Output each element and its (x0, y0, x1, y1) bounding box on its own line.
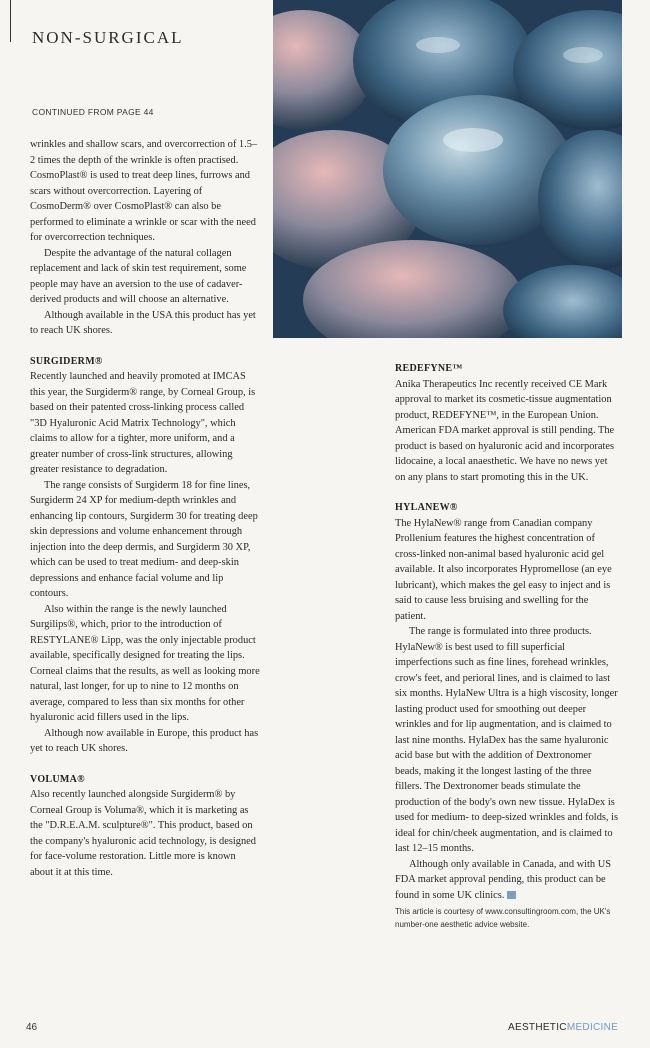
surgiderm-paragraph: Also within the range is the newly launched Surgilips®, which, prior to the introduction of RESTYLANE® Lipp, was the only injectable product available, specifically designed for treating the lips. Corneal claims that the results, as well as looking more natural, last longer, for up to nine to 12 months on average, compared to less than six months for other hyaluronic acid fillers used in the lips. (30, 603, 260, 723)
intro-paragraph: Although available in the USA this product has yet to reach UK shores. (30, 309, 256, 336)
intro-paragraph: Despite the advantage of the natural collagen replacement and lack of skin test requirement, some people may have an aversion to the use of cadaver-derived products and will choose an alternative. (30, 247, 247, 305)
gel-beads-illustration (273, 0, 622, 338)
courtesy-note: This article is courtesy of www.consultingroom.com, the UK's number-one aesthetic advice website. (395, 907, 611, 929)
surgiderm-paragraph: The range consists of Surgiderm 18 for fine lines, Surgiderm 24 XP for medium-depth wrinkles and enhancing lip contours, Surgiderm 30 for treating deep skin depressions and volume enhancement through injection into the deep dermis, and Surgiderm 30 XP, which can be used to treat medium- and deep-skin depressions and enhance facial volume and lip contours. (30, 479, 258, 599)
hylanew-heading: HYLANEW® (395, 502, 458, 513)
surgiderm-paragraph: Recently launched and heavily promoted at IMCAS this year, the Surgiderm® range, by Corneal Group, is based on their patented cross-linking process called "3D Hyaluronic Acid Matrix Technology", which claims to allow for a tighter, more uniform, and a greater number of cross-link structures, allowing greater resistance to degradation. (30, 371, 256, 475)
magazine-name-part1: AESTHETIC (508, 1022, 567, 1033)
left-column (30, 137, 260, 880)
surgiderm-heading: SURGIDERM® (30, 355, 103, 367)
page-number: 46 (26, 1022, 38, 1033)
redefyne-heading: REDEFYNE™ (395, 363, 463, 374)
right-column (395, 361, 620, 931)
redefyne-paragraph: Anika Therapeutics Inc recently received CE Mark approval to market its cosmetic-tissue augmentation product, REDEFYNE™, in the European Union. American FDA market approval is still pending. The product is based on hyaluronic acid and incorporates lidocaine, a local anaesthetic. We have no news yet on any plans to start promoting this in the UK. (395, 378, 615, 483)
magazine-name (508, 1022, 618, 1033)
continued-from-label: CONTINUED FROM PAGE 44 (32, 107, 154, 117)
hylanew-final-text: Although only available in Canada, and with US FDA market approval pending, this product can be found in some UK clinics. (395, 858, 612, 901)
voluma-paragraph: Also recently launched alongside Surgiderm® by Corneal Group is Voluma®, which it is marketing as the "D.R.E.A.M. sculpture®". This product, based on the company's hyaluronic acid technology, is designed for face-volume restoration. Little more is known about it at this time. (30, 789, 256, 878)
magazine-name-part2: MEDICINE (566, 1022, 619, 1033)
hylanew-paragraph: The HylaNew® range from Canadian company Prollenium features the highest concentration of cross-linked non-animal based hyaluronic acid gel available. It also incorporates Hypromellose (an eye lubricant), which makes the gel easy to inject and is said to cause less bruising and swelling for the patient. (395, 517, 612, 622)
page-edge-rule (10, 0, 11, 42)
hylanew-final-paragraph (395, 857, 620, 904)
hylanew-paragraph: The range is formulated into three products. HylaNew® is best used to fill superficial imperfections such as fine lines, forehead wrinkles, crow's feet, and perioral lines, and is claimed to last six months. HylaNew Ultra is a high viscosity, longer lasting product used for smoothing out deeper wrinkles and for lip augmentation, and is claimed to last nine months. HylaDex has the same hyaluronic acid base but with the addition of Dextronomer beads, making it the longest lasting of the three fillers. The Dextronomer beads stimulate the production of the body's own new tissue. HylaDex is used for medium- to deep-sized wrinkles and folds, is ideal for chin/cheek augmentation, and is claimed to last 12–15 months. (395, 626, 619, 854)
intro-paragraph: wrinkles and shallow scars, and overcorrection of 1.5–2 times the depth of the wrinkle is often practised. CosmoPlast® is used to treat deep lines, furrows and scars without overcorrection. Layering of CosmoDerm® over CosmoPlast® can also be performed to eliminate a wrinkle or scar with the need for overcorrection techniques. (30, 139, 258, 243)
section-title: NON-SURGICAL (32, 28, 184, 47)
surgiderm-paragraph: Although now available in Europe, this product has yet to reach UK shores. (30, 727, 259, 754)
voluma-heading: VOLUMA® (30, 773, 85, 785)
end-mark-icon (507, 891, 516, 899)
gel-beads-photo (273, 0, 622, 338)
